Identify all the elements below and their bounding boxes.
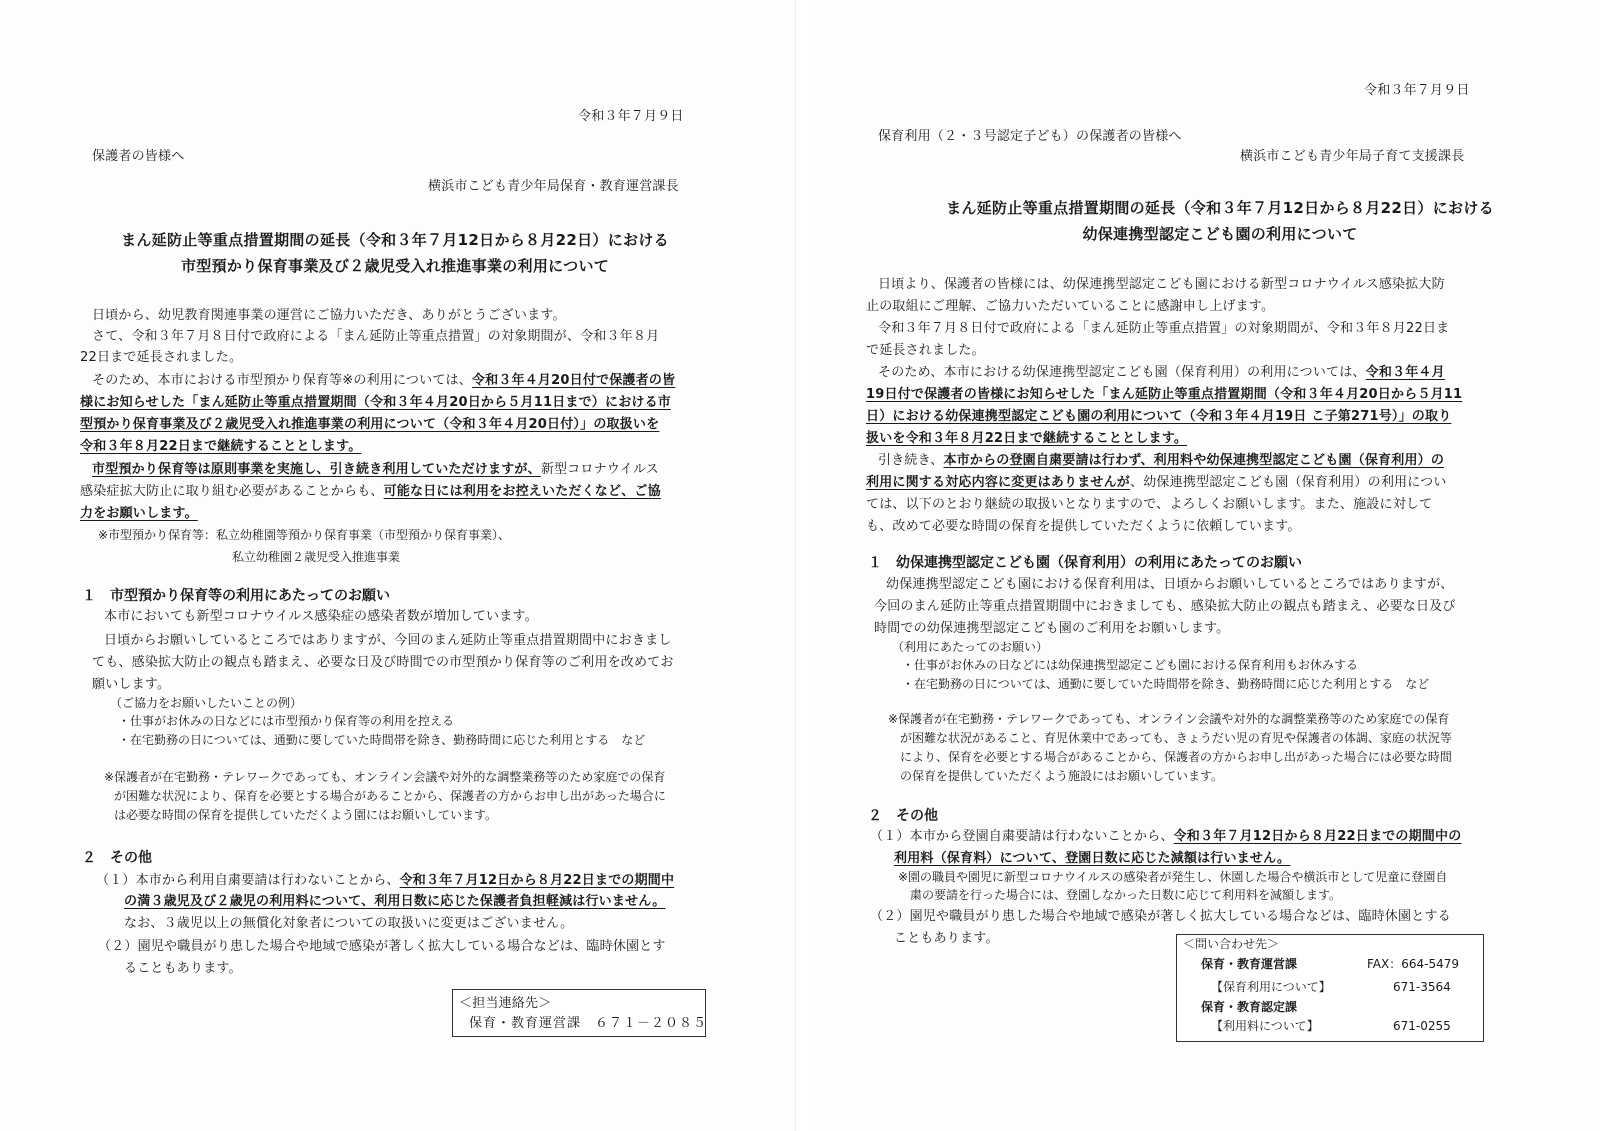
left-body-line: 様にお知らせした「まん延防止等重点措置期間（令和３年４月20日から５月11日まで）における市 (80, 395, 671, 410)
left-section1-note: が困難な状況により、保育を必要とする場合があることから、保護者の方からお申し出があった場合に (114, 789, 666, 803)
left-body-line: さて、令和３年７月８日付で政府による「まん延防止等重点措置」の対象期間が、令和３年８月 (92, 329, 660, 344)
left-notice-page (0, 0, 790, 1131)
right-section1-note: により、保育を必要とする場合があることから、保護者の方からお申し出があった場合には必要な時間 (900, 750, 1452, 764)
right-title-line2: 幼保連携型認定こども園の利用について (1082, 225, 1358, 243)
right-body-line: 扱いを令和３年８月22日まで継続することとします。 (866, 431, 1188, 446)
right-body-line: 19日付で保護者の皆様にお知らせした「まん延防止等重点措置期間（令和３年４月20日から５月11 (866, 387, 1463, 402)
left-body-line: 市型預かり保育等は原則事業を実施し、引き続き利用していただけますが、新型コロナウイルス (92, 462, 659, 477)
right-section2-heading: ２ その他 (868, 808, 938, 824)
right-contact-phone: 671-3564 (1393, 980, 1451, 994)
left-example-bullet: ・仕事がお休みの日などには市型預かり保育等の利用を控える (118, 714, 455, 728)
right-body-line: 利用に関する対応内容に変更はありませんが、幼保連携型認定こども園（保育利用）の利用につい (866, 475, 1447, 490)
left-section1-line: ても、感染拡大防止の観点も踏まえ、必要な日及び時間での市型預かり保育等のご利用を改めてお (92, 655, 674, 670)
right-date: 令和３年７月９日 (1364, 83, 1470, 98)
right-section2-line: こともあります。 (894, 931, 999, 946)
left-section1-heading: １ 市型預かり保育等の利用にあたってのお願い (82, 588, 390, 604)
left-title-line2: 市型預かり保育事業及び２歳児受入れ推進事業の利用について (180, 257, 610, 275)
left-body-line: 22日まで延長されました。 (80, 350, 243, 365)
right-notice-page (810, 0, 1600, 1131)
right-request-heading: （利用にあたってのお願い） (892, 640, 1049, 654)
left-body-line: 令和３年８月22日まで継続することとします。 (80, 439, 362, 454)
right-body-line: も、改めて必要な時間の保育を提供していただくように依頼しています。 (866, 519, 1301, 534)
right-sender: 横浜市こども青少年局子育て支援課長 (1240, 149, 1465, 164)
right-contact-box (1176, 934, 1484, 1042)
right-contact-dept: 保育・教育運営課 (1201, 957, 1298, 971)
left-section2-line: なお、３歳児以上の無償化対象者についての取扱いに変更はございません。 (124, 916, 574, 931)
left-addressee: 保護者の皆様へ (92, 149, 185, 164)
right-title-line1: まん延防止等重点措置期間の延長（令和３年７月12日から８月22日）における (946, 199, 1494, 217)
left-date: 令和３年７月９日 (578, 109, 684, 124)
left-body-line: 日頃から、幼児教育関連事業の運営にご協力いただき、ありがとうございます。 (92, 308, 566, 323)
right-section1-note: の保育を提供していただくよう施設にはお願いしています。 (900, 769, 1224, 783)
left-body-line: 力をお願いします。 (80, 506, 198, 521)
left-example-heading: （ご協力をお願いしたいことの例） (110, 696, 303, 710)
right-contact-item: 【利用料について】 (1211, 1019, 1319, 1033)
right-body-line: 日）における幼保連携型認定こども園の利用について（令和３年４月19日 こ子第271号）」の取り (866, 409, 1452, 424)
right-contact-dept: 保育・教育認定課 (1201, 1000, 1298, 1014)
left-contact-title: ＜担当連絡先＞ (459, 996, 552, 1011)
right-addressee: 保育利用（２・３号認定子ども）の保護者の皆様へ (878, 129, 1182, 144)
right-section1-note: ※保護者が在宅勤務・テレワークであっても、オンライン会議や対外的な調整業務等のため家庭での保育 (888, 712, 1450, 726)
right-section2-line: （１）本市から登園自粛要請は行わないことから、令和３年７月12日から８月22日までの期間中の (870, 829, 1462, 844)
left-sender: 横浜市こども青少年局保育・教育運営課長 (428, 179, 679, 194)
right-section2-note: ※園の職員や園児に新型コロナウイルスの感染者が発生し、休園した場合や横浜市として児童に登園自 (898, 870, 1448, 884)
left-section2-line: （２）園児や職員がり患した場合や地域で感染が著しく拡大している場合などは、臨時休園とす (98, 939, 666, 954)
left-section2-line: ることもあります。 (124, 961, 242, 976)
left-body-line: そのため、本市における市型預かり保育等※の利用については、令和３年４月20日付で保護者の皆 (92, 373, 676, 388)
right-body-line: 令和３年７月８日付で政府による「まん延防止等重点措置」の対象期間が、令和３年８月22日ま (878, 321, 1450, 336)
right-body-line: ては、以下のとおり継続の取扱いとなりますので、よろしくお願いします。また、施設に対して (866, 497, 1433, 512)
left-footnote: 私立幼稚園２歳児受入推進事業 (232, 550, 401, 564)
right-body-line: そのため、本市における幼保連携型認定こども園（保育利用）の利用については、令和３年４月 (878, 365, 1445, 380)
right-contact-title: ＜問い合わせ先＞ (1183, 937, 1280, 951)
left-body-line: 感染症拡大防止に取り組む必要があることからも、可能な日には利用をお控えいただくなど、ご協 (80, 484, 661, 499)
right-body-line: で延長されました。 (866, 343, 985, 358)
right-contact-phone: 671-0255 (1393, 1019, 1451, 1033)
right-section2-line: 利用料（保育料）について、登園日数に応じた減額は行いません。 (894, 851, 1291, 866)
left-section2-heading: ２ その他 (82, 850, 152, 866)
left-contact-line: 保育・教育運営課 ６７１－２０８５ (469, 1016, 708, 1031)
right-request-bullet: ・在宅勤務の日については、通勤に要していた時間帯を除き、勤務時間に応じた利用とする など (902, 677, 1430, 691)
page-divider (795, 0, 796, 1131)
right-contact-fax: FAX：664-5479 (1367, 957, 1460, 971)
right-section1-line: 今回のまん延防止等重点措置期間中におきましても、感染拡大防止の観点も踏まえ、必要な日及び (874, 599, 1456, 614)
left-section1-line: 願いします。 (92, 677, 171, 692)
left-example-bullet: ・在宅勤務の日については、通勤に要していた時間帯を除き、勤務時間に応じた利用とする など (118, 733, 646, 747)
left-contact-box (452, 989, 706, 1037)
left-section1-line: 本市においても新型コロナウイルス感染症の感染者数が増加しています。 (104, 609, 538, 624)
right-request-bullet: ・仕事がお休みの日などには幼保連携型認定こども園における保育利用もお休みする (902, 658, 1359, 672)
right-contact-item: 【保育利用について】 (1211, 980, 1331, 994)
left-section2-line: （１）本市から利用自粛要請は行わないことから、令和３年７月12日から８月22日までの期間中 (96, 873, 675, 888)
left-section1-note: ※保護者が在宅勤務・テレワークであっても、オンライン会議や対外的な調整業務等のため家庭での保育 (104, 770, 666, 784)
left-footnote: ※市型預かり保育等：私立幼稚園等預かり保育事業（市型預かり保育事業）、 (98, 528, 511, 542)
left-section2-line: の満３歳児及び２歳児の利用料について、利用日数に応じた保護者負担軽減は行いません。 (124, 894, 666, 909)
right-section2-note: 粛の要請を行った場合には、登園しなかった日数に応じて利用料を減額します。 (910, 888, 1342, 902)
right-section1-heading: １ 幼保連携型認定こども園（保育利用）の利用にあたってのお願い (868, 555, 1302, 571)
right-body-line: 日頃より、保護者の皆様には、幼保連携型認定こども園における新型コロナウイルス感染拡大防 (878, 277, 1445, 292)
right-section1-line: 幼保連携型認定こども園における保育利用は、日頃からお願いしているところではありますが、 (886, 577, 1454, 592)
right-section1-note: が困難な状況があること、育児休業中であっても、きょうだい児の育児や保護者の体調、家庭の状況等 (900, 731, 1452, 745)
left-title-line1: まん延防止等重点措置期間の延長（令和３年７月12日から８月22日）における (121, 231, 669, 249)
right-section1-line: 時間での幼保連携型認定こども園のご利用をお願いします。 (874, 621, 1230, 636)
left-section1-note: は必要な時間の保育を提供していただくよう園にはお願いしています。 (114, 808, 498, 822)
right-body-line: 止の取組にご理解、ご協力いただいていることに感謝申し上げます。 (866, 299, 1275, 314)
left-section1-line: 日頃からお願いしているところではありますが、今回のまん延防止等重点措置期間中におきまし (104, 633, 672, 648)
right-section2-line: （２）園児や職員がり患した場合や地域で感染が著しく拡大している場合などは、臨時休園とする (870, 909, 1451, 924)
left-body-line: 型預かり保育事業及び２歳児受入れ推進事業の利用について（令和３年４月20日付）」の取扱いを (80, 417, 660, 432)
right-body-line: 引き続き、本市からの登園自粛要請は行わず、利用料や幼保連携型認定こども園（保育利用）の (878, 453, 1445, 468)
